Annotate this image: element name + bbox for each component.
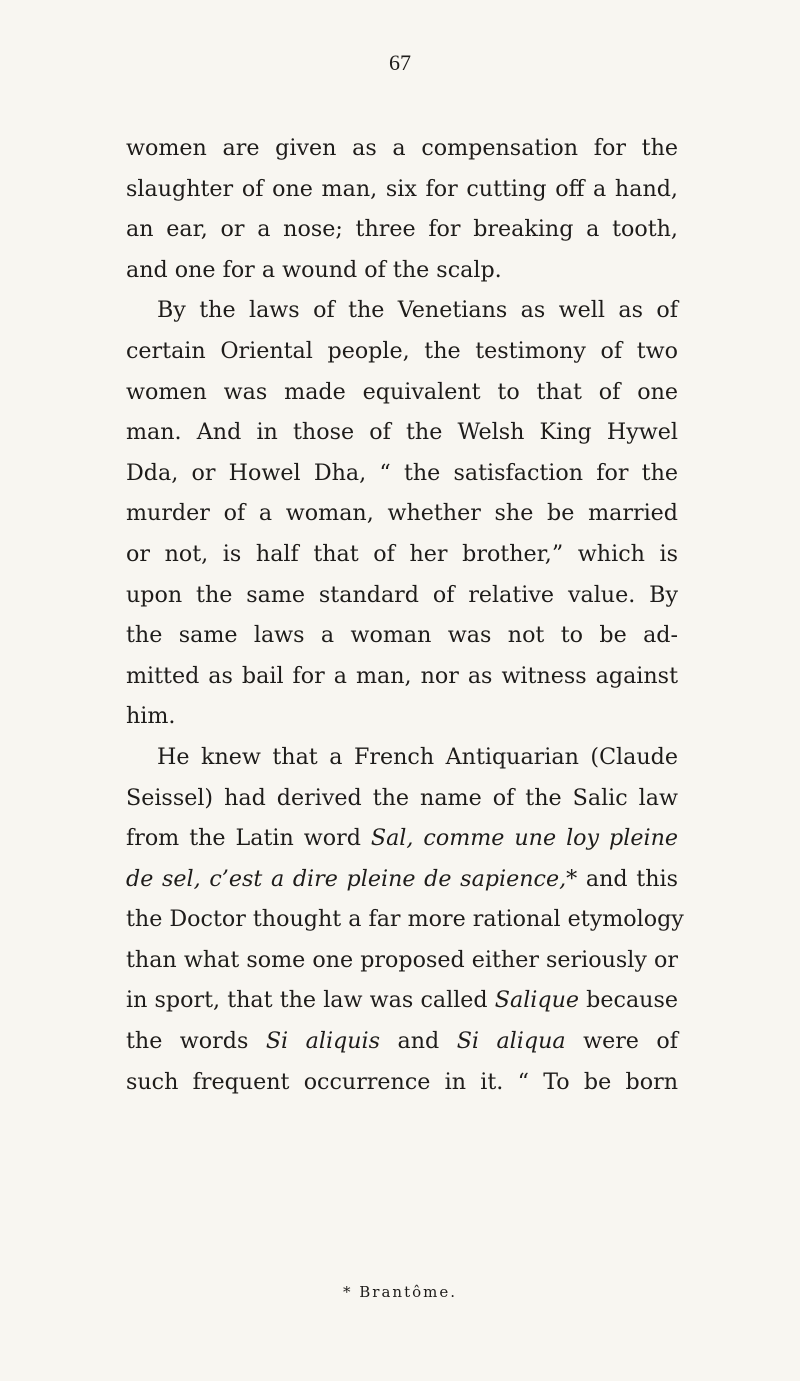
page-number: 67 (389, 50, 411, 75)
text-line: murder of a woman, whether she be married (126, 500, 678, 527)
text-line: an ear, or a nose; three for breaking a tooth, (126, 216, 678, 243)
text-line: certain Oriental people, the testimony of two (126, 337, 678, 364)
text-line: By the laws of the Venetians as well as of (157, 297, 678, 324)
text-line: upon the same standard of relative value. By (126, 581, 678, 608)
text-line: slaughter of one man, six for cutting off a hand, (126, 175, 678, 202)
text-line: such frequent occurrence in it. “ To be born (126, 1068, 678, 1095)
text-line: de sel, c’est a dire pleine de sapience,* and this (126, 865, 678, 892)
text-line: from the Latin word Sal, comme une loy pleine (126, 825, 678, 852)
text-line: mitted as bail for a man, nor as witness against (126, 662, 678, 689)
text-line: Dda, or Howel Dha, “ the satisfaction for the (126, 459, 678, 486)
text-line: and one for a wound of the scalp. (126, 256, 502, 283)
text-line: women was made equivalent to that of one (126, 378, 678, 405)
text-line: the words Si aliquis and Si aliqua were of (126, 1028, 678, 1055)
text-line: man. And in those of the Welsh King Hywel (126, 419, 678, 446)
text-line: him. (126, 703, 176, 730)
text-line: He knew that a French Antiquarian (Claude (157, 743, 678, 770)
text-line: or not, is half that of her brother,” which is (126, 540, 678, 567)
text-line: Seissel) had derived the name of the Salic law (126, 784, 678, 811)
text-line: women are given as a compensation for the (126, 135, 678, 161)
text-line: than what some one proposed either seriously or (126, 946, 678, 973)
body-text (126, 128, 684, 1102)
text-line: in sport, that the law was called Salique because (126, 987, 678, 1014)
text-line: the Doctor thought a far more rational etymology (126, 906, 684, 933)
footnote: * Brantôme. (343, 1283, 457, 1301)
text-line: the same laws a woman was not to be ad- (126, 622, 678, 649)
